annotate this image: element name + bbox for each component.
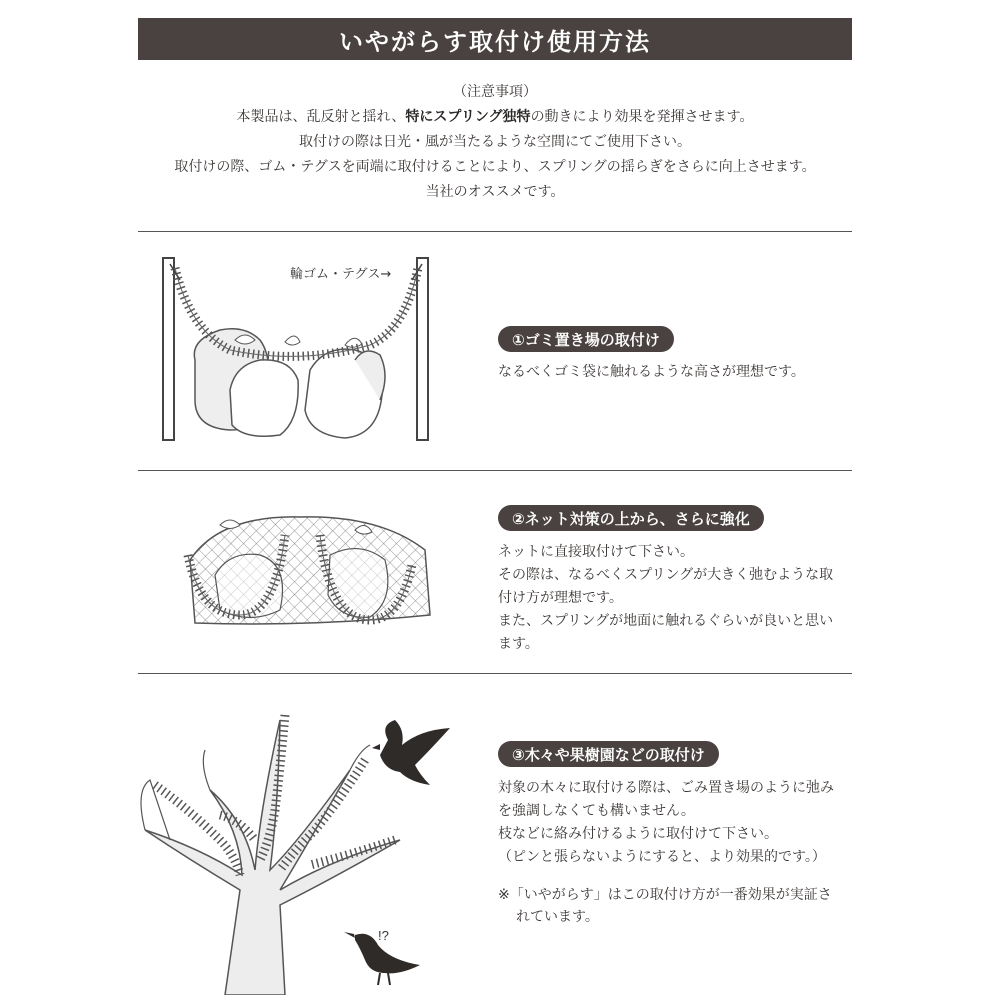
- section-2-line: ネットに直接取付けて下さい。: [498, 544, 694, 560]
- rubber-band-label: 輪ゴム・テグス→: [290, 267, 392, 282]
- section-3-line: （ピンと張らないようにすると、より効果的です。）: [498, 849, 826, 865]
- section-3-line: 枝などに絡み付けるように取付けて下さい。: [498, 826, 778, 842]
- section-2-line: ます。: [498, 636, 539, 652]
- section-1-desc: [498, 361, 805, 384]
- section-3-line: を強調しなくても構いません。: [498, 803, 695, 819]
- tree-illustration: [130, 690, 470, 995]
- notice-heading: （注意事項）: [453, 84, 537, 100]
- section-2-desc: [498, 541, 833, 656]
- net-illustration: [180, 505, 440, 640]
- crow-exclaim: !?: [378, 928, 389, 943]
- divider-1: [138, 231, 852, 232]
- notice-block: [138, 80, 852, 205]
- section-2-line: 付け方が理想です。: [498, 590, 623, 606]
- notice-line-2: 取付けの際は日光・風が当たるような空間にてご使用下さい。: [299, 134, 691, 150]
- section-2-line: その際は、なるべくスプリングが大きく弛むような取: [498, 567, 834, 583]
- proof-note-line-1: ※「いやがらす」はこの取付け方が一番効果が実証さ: [498, 887, 832, 903]
- proof-note-line-2: れています。: [516, 909, 599, 925]
- divider-2: [138, 470, 852, 471]
- notice-line-1-bold: 特にスプリング独特: [405, 109, 531, 125]
- divider-3: [138, 673, 852, 674]
- notice-line-4: 当社のオススメです。: [425, 184, 565, 200]
- section-1-line: なるべくゴミ袋に触れるような高さが理想です。: [498, 364, 805, 380]
- notice-line-3: 取付けの際、ゴム・テグスを両端に取付けることにより、スプリングの揺らぎをさらに向上させます。: [174, 159, 816, 175]
- notice-line-1-post: の動きにより効果を発揮させます。: [530, 109, 754, 125]
- page-title: いやがらす取付け使用方法: [138, 18, 852, 60]
- section-3-line: 対象の木々に取付ける際は、ごみ置き場のように弛み: [498, 780, 834, 796]
- section-3-heading: ③木々や果樹園などの取付け: [498, 741, 719, 767]
- section-2-line: また、スプリングが地面に触れるぐらいが良いと思い: [498, 613, 834, 629]
- section-1-heading: ①ゴミ置き場の取付け: [498, 326, 674, 352]
- notice-line-1: [138, 105, 852, 130]
- section-2-heading: ②ネット対策の上から、さらに強化: [498, 505, 764, 531]
- proof-note: [498, 884, 838, 928]
- notice-line-1-pre: 本製品は、乱反射と揺れ、: [236, 109, 406, 125]
- section-3-desc: [498, 777, 834, 869]
